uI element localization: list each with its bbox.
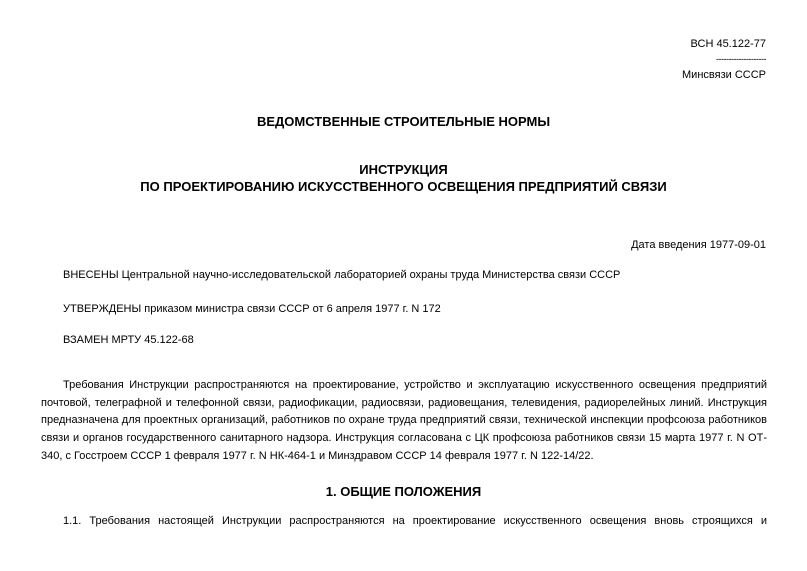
introduced-by: ВНЕСЕНЫ Центральной научно-исследовательской лабораторией охраны труда Министерства связи СССР	[63, 269, 621, 281]
document-code: ВСН 45.122-77	[690, 38, 766, 50]
paragraph-line: связи и органов государственного санитарного надзора. Инструкция согласована с ЦК профсоюза работников связи 15 марта 1977 г. N ОТ-	[41, 432, 767, 445]
norms-title: ВЕДОМСТВЕННЫЕ СТРОИТЕЛЬНЫЕ НОРМЫ	[256, 114, 551, 129]
approved-by: УТВЕРЖДЕНЫ приказом министра связи СССР от 6 апреля 1977 г. N 172	[63, 303, 441, 315]
instruction-subject: ПО ПРОЕКТИРОВАНИЮ ИСКУССТВЕННОГО ОСВЕЩЕНИЯ ПРЕДПРИЯТИЙ СВЯЗИ	[140, 179, 667, 194]
introduction-date: Дата введения 1977-09-01	[631, 239, 766, 251]
section-title: 1. ОБЩИЕ ПОЛОЖЕНИЯ	[325, 484, 482, 499]
replaces: ВЗАМЕН МРТУ 45.122-68	[63, 334, 194, 346]
paragraph-line: почтовой, телеграфной и телефонной связи, радиофикации, радиосвязи, радиовещания, телевидения, радиорелейных линий. Инструкция	[41, 396, 767, 409]
ministry-label: Минсвязи СССР	[682, 69, 766, 81]
header-separator: --------------------	[716, 54, 766, 64]
scope-paragraph	[41, 377, 767, 466]
paragraph-line: предназначена для проектных организаций, работников по охране труда предприятий связи, технической инспекции профсоюза работников	[41, 414, 767, 427]
instruction-title: ИНСТРУКЦИЯ	[359, 162, 448, 177]
section-paragraph	[41, 513, 767, 531]
paragraph-line: 340, с Госстроем СССР 1 февраля 1977 г. N НК-464-1 и Минздравом СССР 14 февраля 1977 г. N 122-14/22.	[41, 449, 594, 462]
paragraph-line: Требования Инструкции распространяются на проектирование, устройство и эксплуатацию искусственного освещения предприятий	[63, 379, 767, 391]
paragraph-line: 1.1. Требования настоящей Инструкции распространяются на проектирование искусственного освещения вновь строящихся и	[63, 515, 767, 527]
